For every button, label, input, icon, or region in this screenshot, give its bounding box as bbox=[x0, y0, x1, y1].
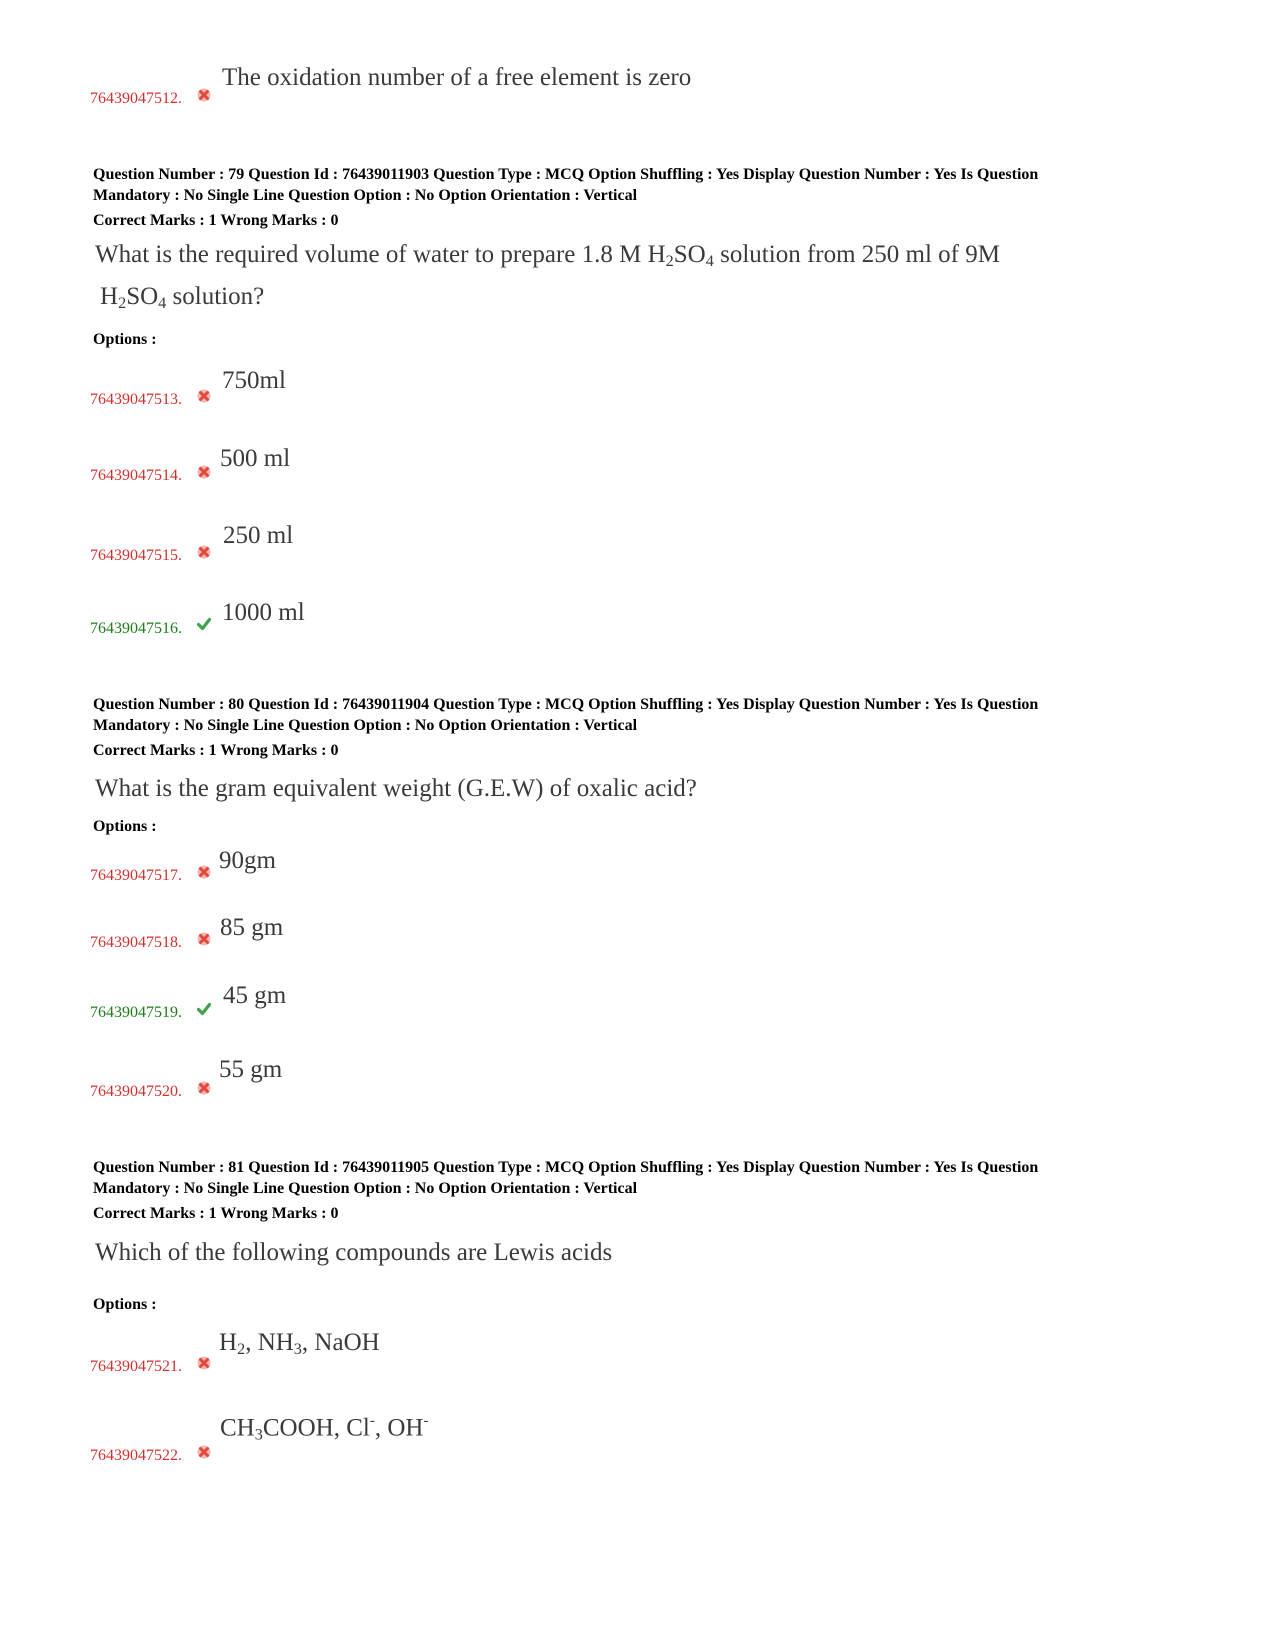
question-meta bbox=[93, 694, 1193, 761]
option-text: $CH_3COOH$, Cl-, OH- bbox=[220, 1413, 429, 1444]
question-text-line2: $H_2SO_4$ solution? bbox=[100, 283, 265, 313]
options-label: Options : bbox=[93, 818, 157, 835]
option-text: 85 gm bbox=[220, 914, 284, 941]
meta-line: Mandatory : No Single Line Question Option : No Option Orientation : Vertical bbox=[93, 1180, 638, 1197]
meta-line: Question Number : 81 Question Id : 76439011905 Question Type : MCQ Option Shuffling : Yes Display Question Number : Yes Is Question bbox=[93, 1159, 1039, 1176]
option-id: 76439047519. bbox=[90, 1004, 182, 1021]
option-text: 500 ml bbox=[220, 445, 291, 472]
option-text: 1000 ml bbox=[222, 599, 305, 626]
wrong-icon bbox=[197, 389, 211, 403]
question-meta bbox=[93, 1157, 1193, 1224]
wrong-icon bbox=[197, 1356, 211, 1370]
option-text: 45 gm bbox=[223, 982, 287, 1009]
options-label: Options : bbox=[93, 1296, 157, 1313]
meta-line: Mandatory : No Single Line Question Option : No Option Orientation : Vertical bbox=[93, 187, 638, 204]
wrong-icon bbox=[197, 465, 211, 479]
option-id: 76439047514. bbox=[90, 467, 182, 484]
option-id: 76439047518. bbox=[90, 934, 182, 951]
wrong-icon bbox=[197, 545, 211, 559]
option-text: 250 ml bbox=[223, 522, 294, 549]
option-text: 55 gm bbox=[219, 1056, 283, 1083]
options-label: Options : bbox=[93, 331, 157, 348]
option-id: 76439047512. bbox=[90, 90, 182, 107]
marks-line: Correct Marks : 1 Wrong Marks : 0 bbox=[93, 1205, 339, 1222]
wrong-icon bbox=[197, 932, 211, 946]
option-text: The oxidation number of a free element is zero bbox=[222, 64, 692, 91]
correct-check-icon bbox=[197, 1002, 211, 1016]
meta-line: Mandatory : No Single Line Question Option : No Option Orientation : Vertical bbox=[93, 717, 638, 734]
question-meta bbox=[93, 164, 1193, 231]
question-text: Which of the following compounds are Lewis acids bbox=[95, 1239, 613, 1266]
meta-line: Question Number : 79 Question Id : 76439011903 Question Type : MCQ Option Shuffling : Yes Display Question Number : Yes Is Question bbox=[93, 166, 1039, 183]
option-id: 76439047522. bbox=[90, 1447, 182, 1464]
wrong-icon bbox=[197, 865, 211, 879]
option-id: 76439047517. bbox=[90, 867, 182, 884]
wrong-icon bbox=[197, 1445, 211, 1459]
correct-check-icon bbox=[197, 617, 211, 631]
option-text: $H_2$, $NH_3$, NaOH bbox=[219, 1329, 380, 1359]
option-id: 76439047513. bbox=[90, 391, 182, 408]
option-id: 76439047516. bbox=[90, 620, 182, 637]
option-text: 750ml bbox=[222, 367, 286, 394]
wrong-icon bbox=[197, 88, 211, 102]
option-id: 76439047515. bbox=[90, 547, 182, 564]
marks-line: Correct Marks : 1 Wrong Marks : 0 bbox=[93, 742, 339, 759]
question-text: What is the gram equivalent weight (G.E.W) of oxalic acid? bbox=[95, 775, 697, 802]
wrong-icon bbox=[197, 1081, 211, 1095]
marks-line: Correct Marks : 1 Wrong Marks : 0 bbox=[93, 212, 339, 229]
question-text: What is the required volume of water to prepare 1.8 M $H_2SO_4$ solution from 250 ml of 9M bbox=[95, 241, 1000, 271]
meta-line: Question Number : 80 Question Id : 76439011904 Question Type : MCQ Option Shuffling : Yes Display Question Number : Yes Is Question bbox=[93, 696, 1039, 713]
option-id: 76439047520. bbox=[90, 1083, 182, 1100]
option-id: 76439047521. bbox=[90, 1358, 182, 1375]
option-text: 90gm bbox=[219, 847, 276, 874]
